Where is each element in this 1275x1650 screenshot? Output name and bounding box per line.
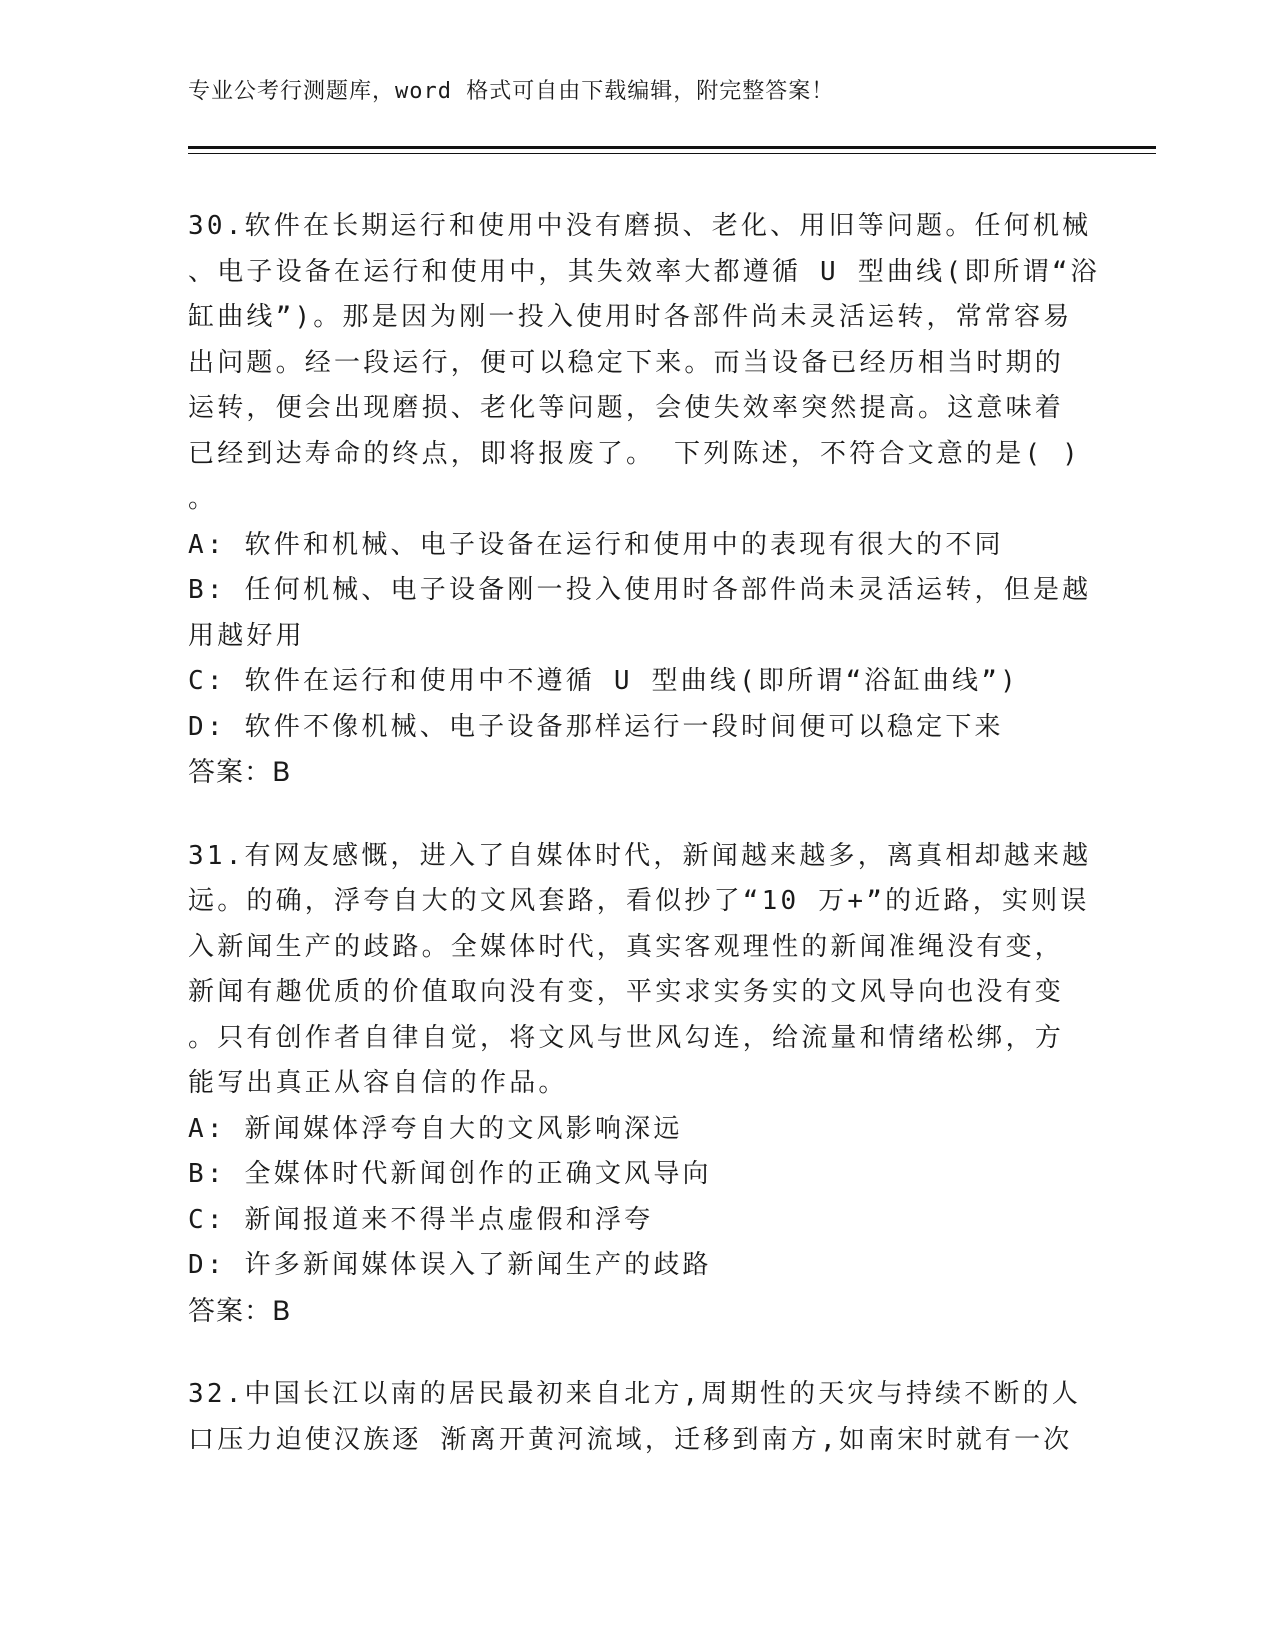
option-d: D: 软件不像机械、电子设备那样运行一段时间便可以稳定下来: [188, 711, 1004, 742]
page-header-text: 专业公考行测题库，word 格式可自由下载编辑，附完整答案！: [188, 79, 835, 104]
question-text-line: 31.有网友感慨，进入了自媒体时代，新闻越来越多，离真相却越来越: [188, 840, 1092, 871]
question-text-line: 。只有创作者自律自觉，将文风与世风勾连，给流量和情绪松绑，方: [188, 1022, 1065, 1053]
question-text-line: 新闻有趣优质的价值取向没有变，平实求实务实的文风导向也没有变: [188, 977, 1065, 1007]
option-b: B: 全媒体时代新闻创作的正确文风导向: [188, 1159, 712, 1189]
question-text-line: 运转，便会出现磨损、老化等问题，会使失效率突然提高。这意味着: [188, 393, 1065, 423]
answer-label: 答案：B: [188, 757, 292, 788]
question-text-line: 能写出真正从容自信的作品。: [188, 1068, 568, 1098]
header-divider-thick: [188, 146, 1156, 149]
question-text-line: 30.软件在长期运行和使用中没有磨损、老化、用旧等问题。任何机械: [188, 211, 1092, 241]
option-c: C: 新闻报道来不得半点虚假和浮夸: [188, 1204, 654, 1235]
option-c: C: 软件在运行和使用中不遵循 U 型曲线(即所谓“浴缸曲线”): [188, 666, 1019, 696]
option-d: D: 许多新闻媒体误入了新闻生产的歧路: [188, 1250, 712, 1280]
question-32: [188, 1372, 1088, 1463]
question-text-line: 远。的确，浮夸自大的文风套路，看似抄了“10 万+”的近路，实则误: [188, 886, 1090, 916]
question-text-line: 入新闻生产的歧路。全媒体时代，真实客观理性的新闻准绳没有变，: [188, 931, 1065, 962]
question-text-line: 、电子设备在运行和使用中，其失效率大都遵循 U 型曲线(即所谓“浴: [188, 256, 1100, 287]
question-text-line: 。: [188, 484, 218, 514]
option-b: B: 任何机械、电子设备刚一投入使用时各部件尚未灵活运转，但是越: [188, 575, 1092, 605]
question-text-line: 出问题。经一段运行，便可以稳定下来。而当设备已经历相当时期的: [188, 347, 1065, 378]
question-30: [188, 204, 1100, 796]
question-31: [188, 834, 1092, 1335]
question-text-line: 口压力迫使汉族逐 渐离开黄河流域，迁移到南方,如南宋时就有一次: [188, 1424, 1073, 1455]
question-text-line: 已经到达寿命的终点，即将报废了。 下列陈述，不符合文意的是( ): [188, 438, 1082, 469]
option-a: A: 软件和机械、电子设备在运行和使用中的表现有很大的不同: [188, 529, 1004, 560]
option-b-continued: 用越好用: [188, 620, 305, 651]
option-a: A: 新闻媒体浮夸自大的文风影响深远: [188, 1113, 683, 1144]
question-text-line: 32.中国长江以南的居民最初来自北方,周期性的天灾与持续不断的人: [188, 1379, 1082, 1409]
answer-label: 答案：B: [188, 1295, 292, 1327]
question-text-line: 缸曲线”)。那是因为刚一投入使用时各部件尚未灵活运转，常常容易: [188, 302, 1073, 332]
header-divider-thin: [188, 153, 1156, 154]
document-body: [188, 204, 1100, 1463]
